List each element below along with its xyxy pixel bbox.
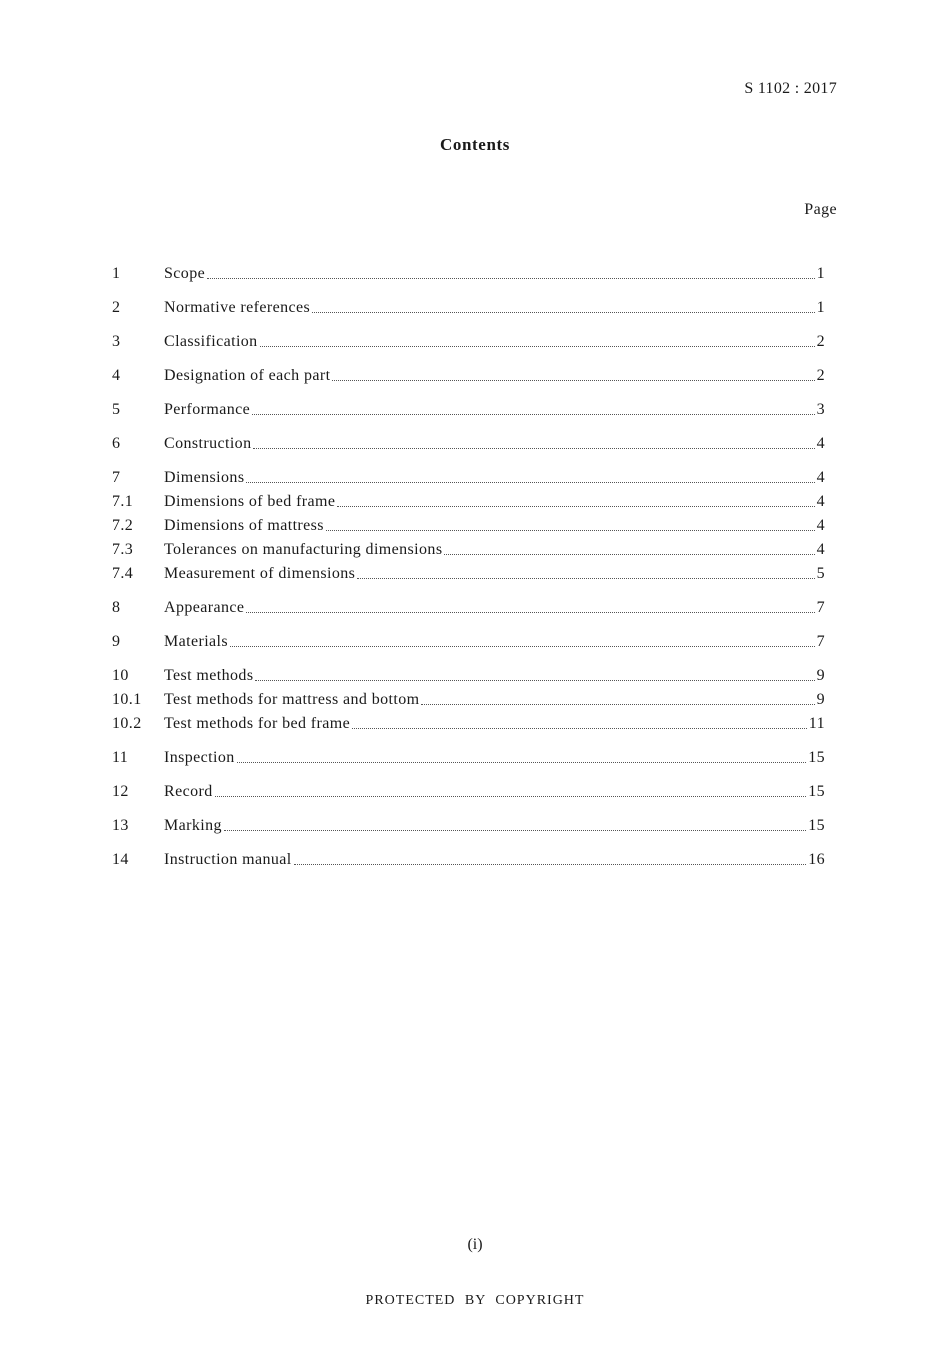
toc-entry-page: 4 <box>816 493 825 510</box>
toc-entry[interactable] <box>112 746 825 770</box>
toc-dot-leader <box>207 277 814 279</box>
toc-dot-leader <box>253 447 814 449</box>
toc-entry-number: 5 <box>112 401 121 418</box>
toc-dot-leader <box>246 481 814 483</box>
toc-entry-label: Materials <box>164 633 229 650</box>
toc-dot-leader <box>337 505 814 507</box>
toc-entry-page: 4 <box>816 469 825 486</box>
toc-entry-label: Inspection <box>164 749 235 766</box>
toc-dot-leader <box>326 529 815 531</box>
toc-entry-page: 7 <box>816 633 825 650</box>
toc-entry-label: Performance <box>164 401 251 418</box>
toc-entry[interactable] <box>112 330 825 354</box>
toc-entry[interactable] <box>112 848 825 872</box>
toc-dot-leader <box>312 311 814 313</box>
toc-entry-label: Tolerances on manufacturing dimensions <box>164 541 443 558</box>
toc-entry-page: 5 <box>816 565 825 582</box>
toc-entry-label: Dimensions <box>164 469 245 486</box>
toc-entry-page: 1 <box>816 265 825 282</box>
toc-entry[interactable] <box>112 596 825 620</box>
toc-entry-number: 3 <box>112 333 121 350</box>
toc-dot-leader <box>421 703 814 705</box>
toc-entry-page: 15 <box>808 783 825 800</box>
toc-entry-number: 4 <box>112 367 121 384</box>
toc-entry-number: 10.2 <box>112 715 142 732</box>
toc-entry-page: 9 <box>816 691 825 708</box>
toc-entry-label: Measurement of dimensions <box>164 565 356 582</box>
copyright-notice: PROTECTED BY COPYRIGHT <box>365 1293 585 1308</box>
toc-entry-label: Record <box>164 783 213 800</box>
toc-entry-page: 4 <box>816 435 825 452</box>
toc-dot-leader <box>237 761 807 763</box>
toc-dot-leader <box>255 679 814 681</box>
toc-entry-page: 1 <box>816 299 825 316</box>
toc-entry-label: Marking <box>164 817 222 834</box>
toc-entry-page: 2 <box>816 367 825 384</box>
toc-entry-page: 16 <box>808 851 825 868</box>
toc-entry-page: 3 <box>816 401 825 418</box>
toc-entry[interactable] <box>112 262 825 286</box>
toc-entry[interactable] <box>112 562 825 586</box>
toc-dot-leader <box>224 829 806 831</box>
toc-entry[interactable] <box>112 712 825 736</box>
toc-entry-number: 10.1 <box>112 691 142 708</box>
toc-dot-leader <box>230 645 815 647</box>
toc-entry-number: 10 <box>112 667 129 684</box>
table-of-contents <box>112 262 825 872</box>
toc-entry-number: 8 <box>112 599 121 616</box>
toc-entry-number: 7.1 <box>112 493 134 510</box>
toc-dot-leader <box>294 863 807 865</box>
toc-entry[interactable] <box>112 432 825 456</box>
toc-entry-label: Appearance <box>164 599 245 616</box>
toc-entry-label: Dimensions of mattress <box>164 517 324 534</box>
toc-entry[interactable] <box>112 664 825 688</box>
toc-entry-number: 7.2 <box>112 517 134 534</box>
toc-entry-page: 7 <box>816 599 825 616</box>
toc-entry-page: 15 <box>808 817 825 834</box>
page-folio: (i) <box>467 1236 483 1253</box>
toc-entry-number: 7.4 <box>112 565 134 582</box>
toc-entry[interactable] <box>112 780 825 804</box>
toc-entry-page: 9 <box>816 667 825 684</box>
toc-entry-label: Scope <box>164 265 206 282</box>
toc-entry[interactable] <box>112 538 825 562</box>
toc-entry-number: 14 <box>112 851 129 868</box>
toc-entry[interactable] <box>112 466 825 490</box>
toc-dot-leader <box>260 345 815 347</box>
document-id: S 1102 : 2017 <box>744 80 837 97</box>
toc-entry-label: Designation of each part <box>164 367 331 384</box>
toc-dot-leader <box>215 795 807 797</box>
toc-entry[interactable] <box>112 514 825 538</box>
toc-entry-label: Test methods for bed frame <box>164 715 351 732</box>
toc-entry-number: 2 <box>112 299 121 316</box>
toc-entry-page: 15 <box>808 749 825 766</box>
toc-dot-leader <box>332 379 814 381</box>
toc-dot-leader <box>352 727 807 729</box>
toc-entry-number: 1 <box>112 265 121 282</box>
toc-entry[interactable] <box>112 490 825 514</box>
toc-entry-page: 2 <box>816 333 825 350</box>
toc-entry-number: 7.3 <box>112 541 134 558</box>
toc-dot-leader <box>252 413 814 415</box>
toc-entry-label: Test methods for mattress and bottom <box>164 691 420 708</box>
toc-entry-number: 7 <box>112 469 121 486</box>
toc-entry-page: 4 <box>816 517 825 534</box>
toc-entry-label: Test methods <box>164 667 254 684</box>
toc-entry-label: Instruction manual <box>164 851 292 868</box>
toc-entry-number: 13 <box>112 817 129 834</box>
toc-entry-number: 9 <box>112 633 121 650</box>
page-column-label: Page <box>804 201 837 218</box>
toc-entry-label: Classification <box>164 333 258 350</box>
page-title: Contents <box>440 135 510 154</box>
toc-entry-page: 4 <box>816 541 825 558</box>
toc-entry[interactable] <box>112 296 825 320</box>
toc-entry-number: 12 <box>112 783 129 800</box>
toc-entry-number: 11 <box>112 749 129 766</box>
toc-entry[interactable] <box>112 630 825 654</box>
toc-entry-number: 6 <box>112 435 121 452</box>
toc-dot-leader <box>357 577 814 579</box>
toc-entry-label: Construction <box>164 435 252 452</box>
toc-dot-leader <box>246 611 814 613</box>
toc-dot-leader <box>444 553 814 555</box>
toc-entry[interactable] <box>112 688 825 712</box>
toc-entry[interactable] <box>112 364 825 388</box>
toc-entry-label: Dimensions of bed frame <box>164 493 336 510</box>
toc-entry-page: 11 <box>808 715 825 732</box>
toc-entry[interactable] <box>112 398 825 422</box>
toc-entry[interactable] <box>112 814 825 838</box>
toc-entry-label: Normative references <box>164 299 311 316</box>
